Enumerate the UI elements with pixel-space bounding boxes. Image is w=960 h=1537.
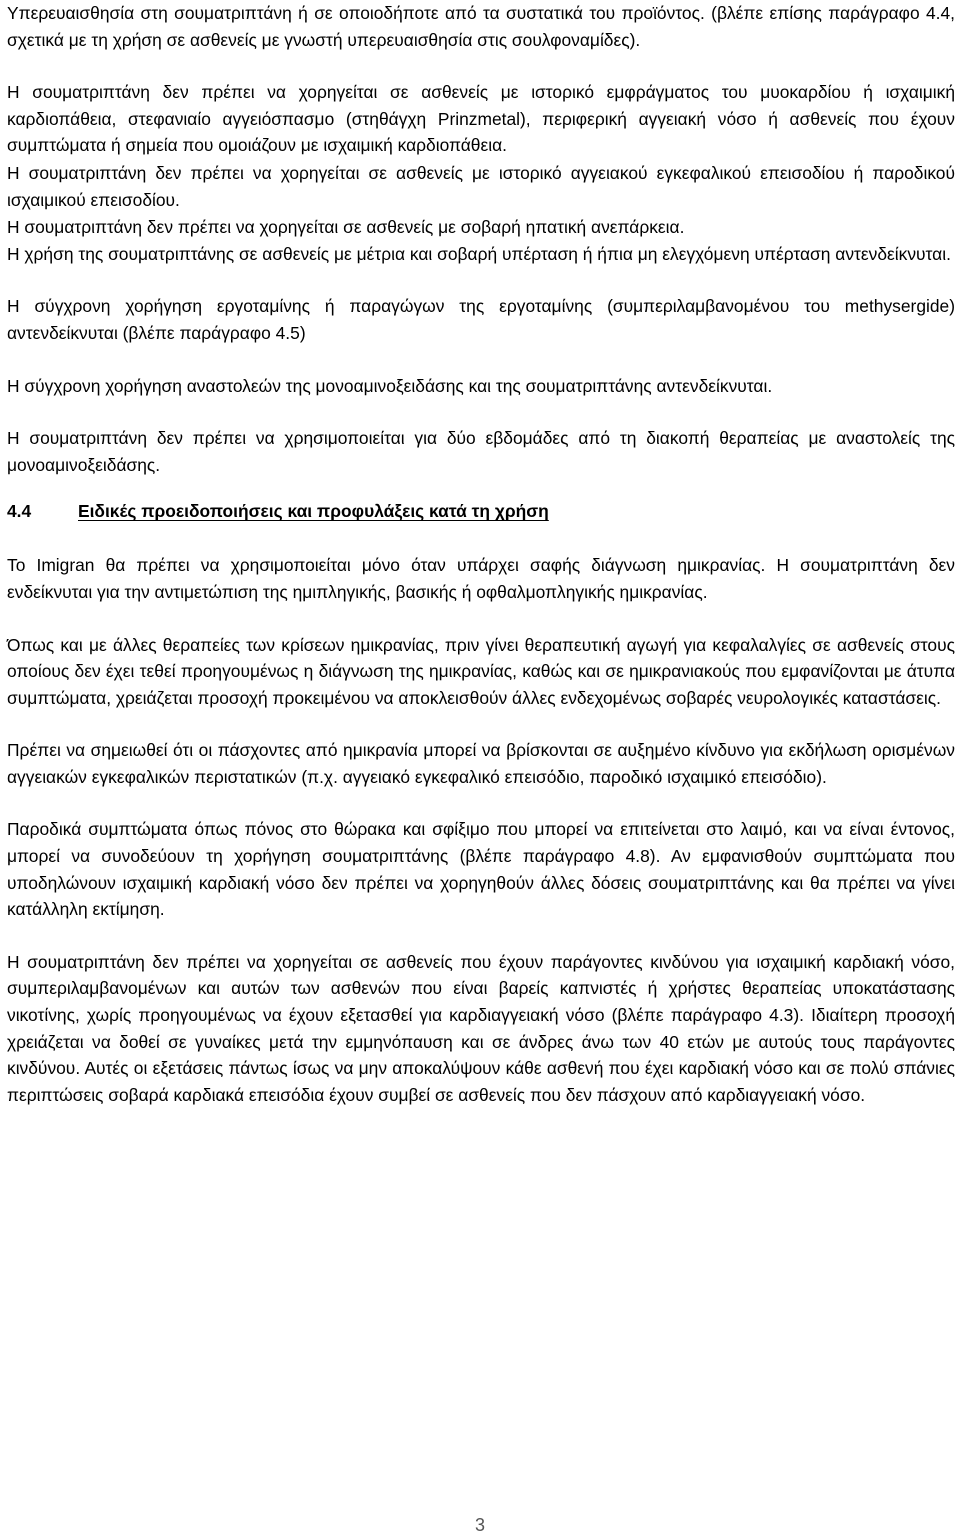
paragraph-stroke-history: Η σουματριπτάνη δεν πρέπει να χορηγείται σε ασθενείς με ιστορικό αγγειακού εγκεφαλικού επεισοδίου ή παροδικού ισχαιμικού επεισοδίου. (7, 162, 955, 210)
paragraph-diagnosis: Το Imigran θα πρέπει να χρησιμοποιείται μόνο όταν υπάρχει σαφής διάγνωση ημικρανίας. Η σουματριπτάνη δεν ενδείκνυται για την αντιμετώπιση της ημιπληγικής, βασικής ή οφθαλμοπληγικής ημικρανίας. (7, 555, 955, 602)
page-number: 3 (474, 1515, 485, 1535)
paragraph-vascular-risk: Πρέπει να σημειωθεί ότι οι πάσχοντες από ημικρανία μπορεί να βρίσκονται σε αυξημένο κίνδυνο για εκδήλωση ορισμένων αγγειακών εγκεφαλικών περιστατικών (π.χ. αγγειακό εγκεφαλικό επεισόδιο, παροδικό ισχαιμικό επεισόδιο). (7, 740, 955, 787)
section-number: 4.4 (7, 501, 32, 522)
paragraph-maoi-two-weeks: Η σουματριπτάνη δεν πρέπει να χρησιμοποιείται για δύο εβδομάδες από τη διακοπή θεραπείας με αναστολείς της μονοαμινοξειδάσης. (7, 428, 955, 475)
section-heading (7, 498, 955, 524)
document-page (7, 0, 955, 1108)
paragraph-transient-symptoms: Παροδικά συμπτώματα όπως πόνος στο θώρακα και σφίξιμο που μπορεί να επιτείνεται στο λαιμό, και να είναι έντονος, μπορεί να συνοδεύουν τη χορήγηση σουματριπτάνης (βλέπε παράγραφο 4.8). Αν εμφανισθούν συμπτώματα που υποδηλώνουν ισχαιμική καρδιακή νόσο δεν πρέπει να χορηγηθούν άλλες δόσεις σουματριπτάνης και θα πρέπει να γίνει κατάλληλη εκτίμηση. (7, 819, 955, 920)
paragraph-myocardial-infarction: Η σουματριπτάνη δεν πρέπει να χορηγείται σε ασθενείς με ιστορικό εμφράγματος του μυοκαρδίου ή ισχαιμική καρδιοπάθεια, στεφανιαίο αγγειόσπασμο (στηθάγχη Prinzmetal), περιφερική αγγειακή νόσο ή ασθενείς που έχουν συμπτώματα ή σημεία που ομοιάζουν με ισχαιμική καρδιοπάθεια. (7, 82, 955, 156)
paragraph-ergotamine: Η σύγχρονη χορήγηση εργοταμίνης ή παραγώγων της εργοταμίνης (συμπεριλαμβανομένου του methysergide) αντενδείκνυται (βλέπε παράγραφο 4.5) (7, 296, 955, 343)
section-title: Ειδικές προειδοποιήσεις και προφυλάξεις κατά τη χρήση (78, 501, 549, 522)
paragraph-risk-factors: Η σουματριπτάνη δεν πρέπει να χορηγείται σε ασθενείς που έχουν παράγοντες κινδύνου για ισχαιμική καρδιακή νόσο, συμπεριλαμβανομένων και αυτών των ασθενών που είναι βαρείς καπνιστές ή χρήστες θεραπείας υποκατάστασης νικοτίνης, χωρίς προηγουμένως να έχουν εξετασθεί για καρδιαγγειακή νόσο (βλέπε παράγραφο 4.3). Ιδιαίτερη προσοχή χρειάζεται να δοθεί σε γυναίκες μετά την εμμηνόπαυση και σε άνδρες άνω των 40 ετών με αυτούς τους παράγοντες κινδύνου. Αυτές οι εξετάσεις πάντως ίσως να μην αποκαλύψουν κάθε ασθενή που έχει καρδιακή νόσο και σε πολύ σπάνιες περιπτώσεις σοβαρά καρδιακά επεισόδια έχουν συμβεί σε ασθενείς που δεν πάσχουν από καρδιαγγειακή νόσο. (7, 951, 955, 1105)
paragraph-hypertension: Η χρήση της σουματριπτάνης σε ασθενείς με μέτρια και σοβαρή υπέρταση ή ήπια μη ελεγχόμενη υπέρταση αντενδείκνυται. (7, 243, 951, 264)
paragraph-hepatic-impairment: Η σουματριπτάνη δεν πρέπει να χορηγείται σε ασθενείς με σοβαρή ηπατική ανεπάρκεια. (7, 217, 685, 238)
paragraph-hypersensitivity: Υπερευαισθησία στη σουματριπτάνη ή σε οποιοδήποτε από τα συστατικά του προϊόντος. (βλέπε επίσης παράγραφο 4.4, σχετικά με τη χρήση σε ασθενείς με γνωστή υπερευαισθησία στις σουλφοναμίδες). (7, 3, 955, 50)
paragraph-other-treatments: Όπως και με άλλες θεραπείες των κρίσεων ημικρανίας, πριν γίνει θεραπευτική αγωγή για κεφαλαλγίες σε ασθενείς στους οποίους δεν έχει τεθεί προηγουμένως η διάγνωση της ημικρανίας, καθώς και σε ημικρανιακούς που εμφανίζονται με άτυπα συμπτώματα, χρειάζεται προσοχή προκειμένου να αποκλεισθούν άλλες ενδεχομένως σοβαρές νευρολογικές καταστάσεις. (7, 634, 955, 708)
paragraph-maoi: Η σύγχρονη χορήγηση αναστολεών της μονοαμινοξειδάσης και της σουματριπτάνης αντενδείκνυται. (7, 375, 773, 396)
